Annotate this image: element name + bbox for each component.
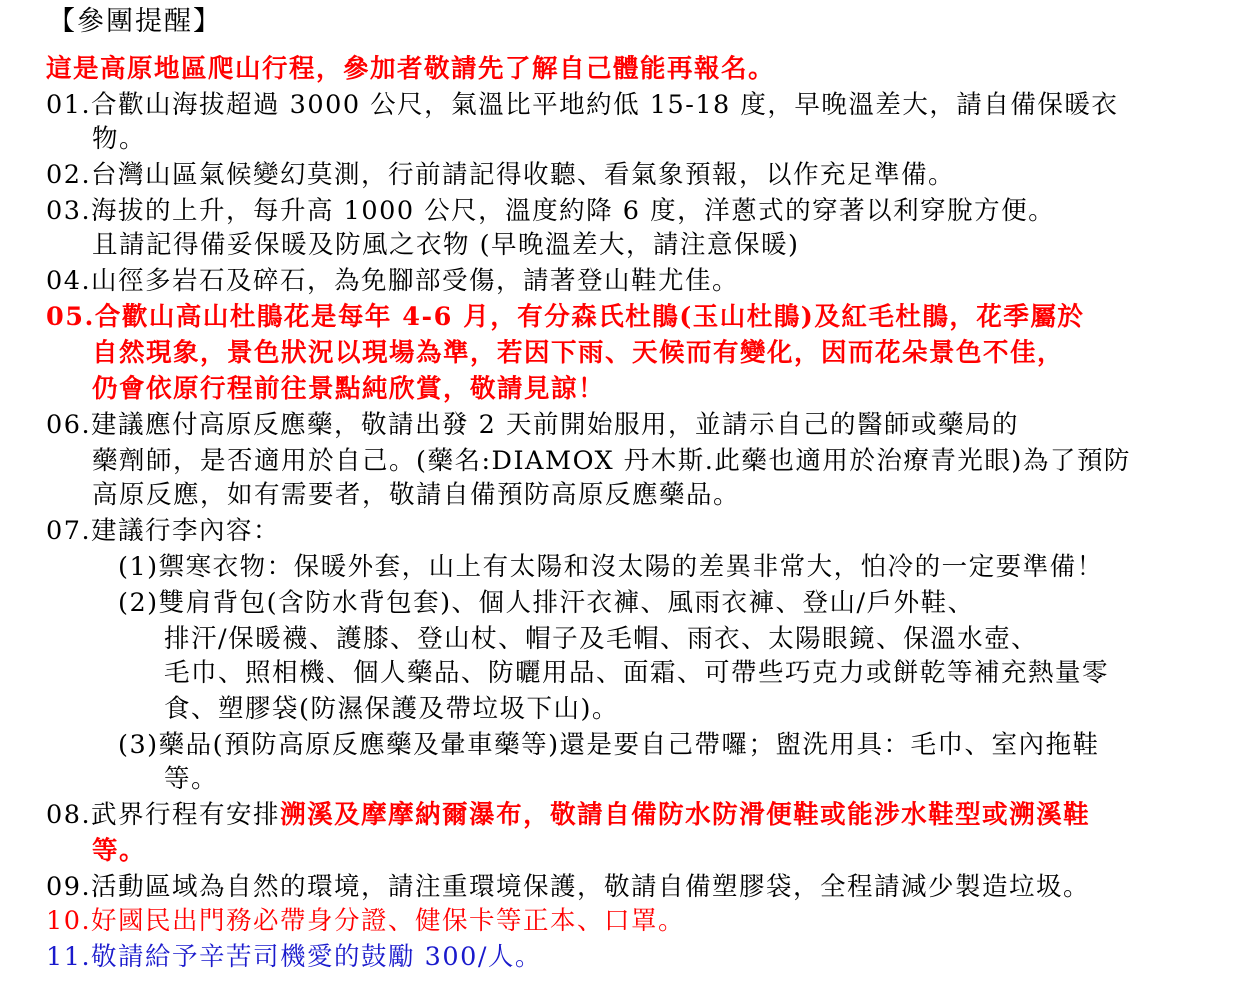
item-07-sub-3-line-1: (3)藥品(預防高原反應藥及暈車藥等)還是要自己帶囉；盥洗用具：毛巾、室內拖鞋 [118, 730, 1100, 760]
item-09: 09.活動區域為自然的環境，請注重環境保護，敬請自備塑膠袋，全程請減少製造垃圾。 [46, 872, 1091, 902]
item-08-line-1 [46, 798, 1090, 832]
item-01-line-2: 物。 [92, 124, 147, 154]
item-06-line-1: 06.建議應付高原反應藥，敬請出發 2 天前開始服用，並請示自己的醫師或藥局的 [46, 410, 1019, 440]
item-08-line-2: 等。 [92, 836, 147, 866]
item-01-line-1: 01.合歡山海拔超過 3000 公尺，氣溫比平地約低 15-18 度，早晚溫差大，請自備保暖衣 [46, 90, 1119, 120]
item-11: 11.敬請給予辛苦司機愛的鼓勵 300/人。 [46, 942, 542, 972]
item-08-prefix: 08.武界行程有安排 [46, 800, 281, 830]
item-08-highlight: 溯溪及摩摩納爾瀑布，敬請自備防水防滑便鞋或能涉水鞋型或溯溪鞋 [280, 800, 1091, 830]
item-04: 04.山徑多岩石及碎石，為免腳部受傷，請著登山鞋尤佳。 [46, 266, 740, 296]
item-05-line-3: 仍會依原行程前往景點純欣賞，敬請見諒！ [92, 374, 606, 404]
item-05-line-2: 自然現象，景色狀況以現場為準，若因下雨、天候而有變化，因而花朵景色不佳， [92, 338, 1065, 368]
item-05-line-1: 05.合歡山高山杜鵑花是每年 4-6 月，有分森氏杜鵑(玉山杜鵑)及紅毛杜鵑，花季屬於 [46, 302, 1085, 332]
item-02: 02.台灣山區氣候變幻莫測，行前請記得收聽、看氣象預報，以作充足準備。 [46, 160, 956, 190]
intro-warning: 這是高原地區爬山行程，參加者敬請先了解自己體能再報名。 [46, 54, 776, 84]
item-07-sub-2-line-1: (2)雙肩背包(含防水背包套)、個人排汗衣褲、風雨衣褲、登山/戶外鞋、 [118, 588, 975, 618]
item-06-line-3: 高原反應，如有需要者，敬請自備預防高原反應藥品。 [92, 480, 741, 510]
item-03-line-2: 且請記得備妥保暖及防風之衣物 (早晚溫差大，請注意保暖) [92, 230, 800, 260]
heading: 【參團提醒】 [48, 6, 222, 37]
item-06-line-2: 藥劑師，是否適用於自己。(藥名:DIAMOX 丹木斯.此藥也適用於治療青光眼)為了預防 [92, 446, 1131, 476]
item-07-sub-2-line-3: 毛巾、照相機、個人藥品、防曬用品、面霜、可帶些巧克力或餅乾等補充熱量零 [164, 658, 1110, 688]
item-07-sub-3-line-2: 等。 [164, 764, 219, 794]
item-07: 07.建議行李內容： [46, 516, 281, 546]
item-10: 10.好國民出門務必帶身分證、健保卡等正本、口罩。 [46, 906, 686, 936]
item-07-sub-2-line-4: 食、塑膠袋(防濕保護及帶垃圾下山)。 [164, 694, 619, 724]
item-03-line-1: 03.海拔的上升，每升高 1000 公尺，溫度約降 6 度，洋蔥式的穿著以利穿脫方便。 [46, 196, 1056, 226]
item-07-sub-1: (1)禦寒衣物：保暖外套，山上有太陽和沒太陽的差異非常大，怕冷的一定要準備！ [118, 552, 1104, 582]
item-07-sub-2-line-2: 排汗/保暖襪、護膝、登山杖、帽子及毛帽、雨衣、太陽眼鏡、保溫水壺、 [164, 624, 1039, 654]
